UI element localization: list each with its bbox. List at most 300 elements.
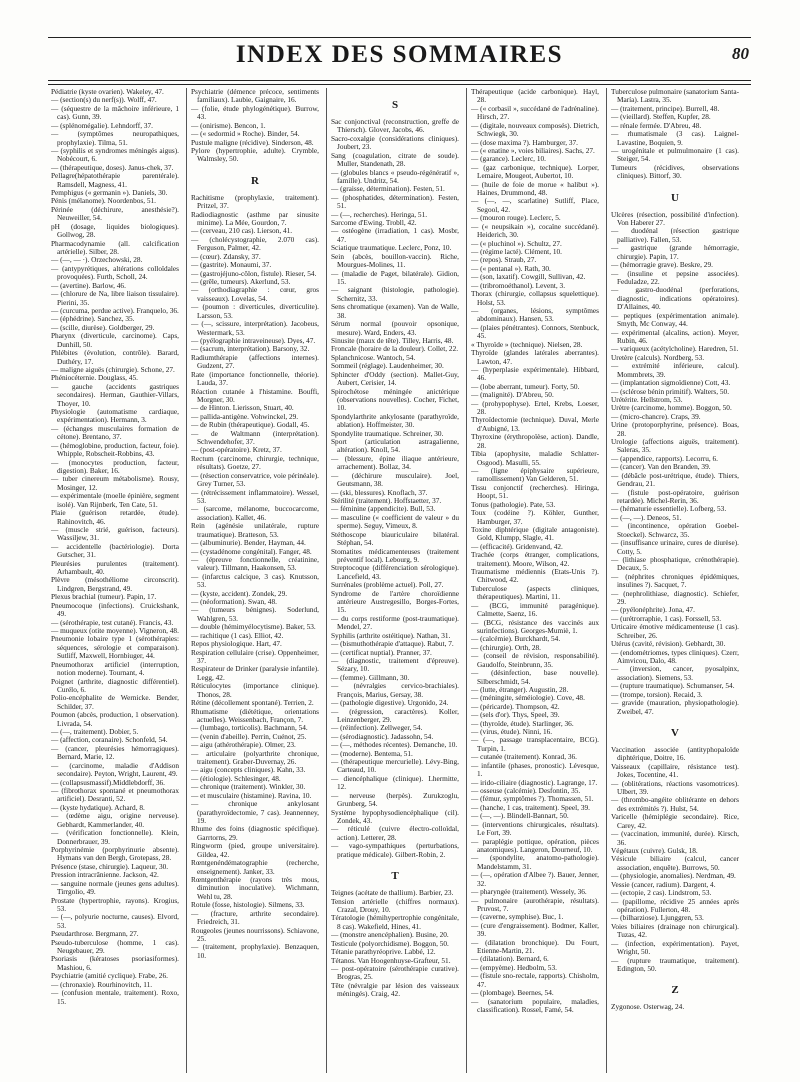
index-entry: Pemphigus (« germanin »). Daniels, 30.	[51, 188, 168, 198]
index-entry: — (diagnostic, traitement d'épreuve). Sézary, 10.	[331, 656, 459, 674]
index-entry: Tension artérielle (chiffres normaux). Crazal, Drouy, 10.	[331, 896, 459, 914]
index-entry: — (trompe, torsion). Recaid, 3.	[611, 689, 703, 699]
index-entry: — féminine (appendicite). Bull, 53.	[331, 504, 436, 514]
index-entry: — aigu (concepts cliniques). Kahn, 33.	[191, 765, 306, 775]
index-entry: — (gastrite). Monaumi, 37.	[191, 260, 272, 270]
section-letter: S	[391, 99, 399, 111]
index-entry: — (rupture traumatique). Schumanser, 54.	[611, 681, 735, 691]
index-entry: Thérapeutique (acide carbonique). Hayl, 28.	[471, 88, 599, 105]
index-entry: — (cure d'engraissement). Bodmer, Kaller, 39.	[471, 920, 599, 939]
index-entry: — (empyème). Hedbolm, 53.	[471, 962, 557, 972]
index-entry: — (cholécystographie, 2.070 cas). Ferguson, Palmer, 42.	[191, 234, 319, 253]
index-entry: Trachée (corps étranger, complications, traitement). Moore, Wilson, 42.	[471, 550, 599, 568]
index-entry: — ostéogène (irradiation, 1 cas). Mosbr, 47.	[331, 226, 459, 244]
index-entry: — (dose maxima ?). Hamburger, 37.	[471, 137, 578, 147]
index-entry: — (chronaxie). Rourhinovitch, 11.	[51, 979, 153, 989]
index-entry: Système hypophysodiencéphalique (cil). Zondek, 43.	[331, 807, 459, 826]
index-entry: Rein (agénésie unilatérale, rupture traumatique). Bratteson, 53.	[191, 521, 319, 539]
index-entry: Sommeil (réglage). Laudenheimer, 30.	[331, 361, 444, 371]
index-entry: — (muscle strié, guérison, facteurs). Wassiljew, 31.	[51, 524, 179, 543]
index-entry: — (sanatorium populaire, maladies, classification). Rossel, Famé, 54.	[471, 996, 599, 1014]
index-entry: — maligne aiguës (chirurgie). Schone, 27.	[51, 364, 175, 374]
index-entry: — chronique ankylosant (parathyroïdectomie, 7 cas). Jeannenney, 19.	[191, 799, 319, 826]
index-entry: — (débâcle post-urétrique, étude). Thiers, Gendrau, 21.	[611, 470, 739, 489]
index-entry: — (kyste hydatique). Achard, 8.	[51, 802, 145, 812]
index-entry: — (conseil de révision, responsabilité). Gaudolfo, Steinbrunn, 35.	[471, 651, 599, 669]
index-entry: — extrémité inférieure, calcul). Mommbrets, 39.	[611, 361, 739, 379]
index-entry: — double (hémimyélocytisme). Baker, 53.	[191, 622, 316, 632]
index-entry: — (lithiase phosphatique, crénothérapie). Decaux, 5.	[611, 554, 739, 573]
index-entry: Syndrome de l'artère choroïdienne antérieure Austregesillo, Borges-Fortes, 15.	[331, 588, 459, 615]
index-entry: — (hémorragie grave). Beskre, 29.	[611, 260, 713, 270]
index-entry: Tuberculose pulmonaire (sanatorium Santa-María). Lastra, 35.	[611, 88, 739, 105]
index-entry: — (bismuthothérapie d'attaque). Rabut, 7.	[331, 639, 454, 649]
index-entry: — (fistule post-opératoire, guérison retardée). Michel-Rerin, 36.	[611, 487, 739, 505]
index-entry: Sciatique traumatique. Leclerc, Ponz, 10.	[331, 243, 452, 253]
index-column-3	[331, 88, 459, 1073]
index-entry: Thorax (chirurgie, collapsus squelettique). Holst, 53.	[471, 289, 599, 307]
index-entry: Rachitisme (prophylaxie, traitement). Pritzel, 37.	[191, 192, 319, 211]
index-entry: — (hémoglobine, production, facteur, foie). Whipple, Robscheit-Robbins, 43.	[51, 440, 179, 459]
index-entry: — gastro-duodénal (perforations, diagnostic, indications opératoires). D'Allaines, 40.	[611, 285, 739, 312]
index-entry: — (tumeurs bénignes). Soderlund, Wahlgren, 53.	[191, 605, 319, 623]
index-entry: Urticaire émotive médicamenteuse (1 cas). Schreiber, 26.	[611, 622, 739, 640]
index-entry: — (infection, expérimentation). Payet, Wright, 50.	[611, 938, 739, 957]
index-entry: — (poumon : diverticules, diverticulite). Larsson, 53.	[191, 302, 319, 320]
index-entry: — accidentelle (bactériologie). Dorta Gutscher, 31.	[51, 541, 179, 560]
index-entry: Vessie (cancer, radium). Dargent, 4.	[611, 879, 716, 889]
index-entry: — (sels d'or). Thys, Speel, 39.	[471, 710, 560, 720]
index-entry: Vaisseaux (capillaire, résistance test). Jokes, Tocentine, 41.	[611, 761, 739, 780]
index-entry: Toux (codéine ?). Köhler, Gunther, Hamburger, 37.	[471, 508, 599, 526]
index-entry: — (éphédrine). Sanchez, 35.	[51, 314, 135, 324]
index-entry: — osseuse (calcémie). Desfontin, 35.	[471, 786, 581, 796]
index-entry: Sens chromatique (examen). Van de Walle, 38.	[331, 302, 459, 320]
index-entry: Pseudarthrose. Bergmann, 27.	[51, 929, 139, 939]
index-entry: Tête (névralgie par lésion des vaisseaux méningés). Craig, 42.	[331, 980, 459, 999]
index-entry: — (lumbago, torticolis). Bachmann, 54.	[191, 723, 308, 733]
index-entry: Splanchnicose. Wantoch, 54.	[331, 352, 416, 362]
index-entry: — (réinfection). Zellweger, 54.	[331, 723, 423, 733]
index-entry: — sanguine normale (jeunes gens adultes). Tirrgolio, 49.	[51, 878, 179, 897]
index-entry: — (thérapeutique, doses). Janus-chek, 37.	[51, 162, 174, 172]
index-entry: — (vieillard). Steffen, Kupfer, 28.	[611, 112, 711, 122]
index-entry: — (méningite, séméiologie). Cove, 48.	[471, 693, 585, 703]
index-entry: Pression intracrânienne. Jackson, 42.	[51, 870, 159, 880]
index-entry: Tibia (apophysite, maladie Schlatter-Osgood). Masulli, 55.	[471, 449, 599, 467]
index-entry: Poignet (arthrite, diagnostic différentiel). Curélo, 6.	[51, 676, 179, 694]
index-entry: — (« neupsikain »), cocaïne succédané). Heiderich, 30.	[471, 221, 599, 240]
section-letter: U	[671, 191, 679, 204]
index-entry: — (désinfection, base nouvelle). Silberschmidt, 54.	[471, 668, 599, 686]
index-entry: — (malignité). D'Abreu, 50.	[471, 390, 554, 400]
index-entry: — (néphrites chroniques épidémiques, insulines ?). Sacquet, 7.	[611, 571, 739, 590]
index-entry: Réaction cutanée à l'histamine. Bouffi, Morgner, 30.	[191, 386, 319, 404]
index-entry: — (maladie de Paget, bilatérale). Gidion, 15.	[331, 268, 459, 287]
index-entry: — diencéphalique (clinique). Lhermitte, 12.	[331, 773, 459, 792]
section-letter: V	[671, 726, 679, 739]
index-entry: Rhumatisme (diététique, orientations actuelles). Weissenbach, Françon, 7.	[191, 706, 319, 724]
index-entry: Sac conjonctival (reconstruction, greffe de Thiersch). Glover, Jacobs, 46.	[331, 117, 459, 135]
index-entry: — (rétrécissement inflammatoire). Wessel, 53.	[191, 487, 319, 505]
index-entry: — pallida-antigène. Vohwinckel, 29.	[191, 411, 299, 421]
index-entry: — post-opératoire (sérothérapie curative). Brogras, 25.	[331, 963, 459, 982]
index-entry: — (péricarde). Thompson, 42.	[471, 701, 560, 711]
index-entry: — cutanée (traitement). Konrad, 36.	[471, 752, 577, 762]
index-entry: — (bilharziose). Ljunggren, 53.	[611, 913, 704, 923]
index-entry: — (syphilis et syndromes méningés aigus). Nobécourt, 6.	[51, 145, 179, 164]
index-entry: Rougeoles (jeunes nourrissons). Schiavone, 25.	[191, 925, 319, 943]
index-entry: « Thyroïde » (technique). Nielsen, 28.	[471, 339, 583, 349]
index-entry: — nerveuse (herpès). Zurukzoglu, Grunberg, 54.	[331, 790, 459, 809]
index-entry: Pneumonie lobaire type 1 (sérothérapies: séquences, sérologie et comparaison). Sutliff, Maxwell, Hornbiuger, 44.	[51, 634, 179, 661]
index-entry: Psychiatrie (démence précoce, sentiments familiaux). Laubie, Gaignaire, 16.	[191, 88, 319, 105]
index-entry: — (épreuve fonctionnelle, créatinine, valeur). Tillmann, Haakonsen, 53.	[191, 554, 319, 573]
index-column-5	[611, 88, 739, 1073]
index-entry: — (hanche, 1 cas, traitement). Speel, 39.	[471, 802, 590, 812]
index-entry: Poumon (abcès, production, 1 observation). Livrada, 54.	[51, 710, 179, 728]
index-entry: Tétanos. Van Hoogenhuyse-Grafteur, 51.	[331, 955, 451, 965]
index-entry: — (globules blancs « pseudo-régénératif », famille). Undritz, 54.	[331, 167, 459, 185]
index-entry: — (hématurie essentielle). Lofberg, 53.	[611, 504, 727, 514]
index-entry: — rhumatismale (3 cas). Laignel-Lavastine, Boquien, 9.	[611, 129, 739, 147]
index-entry: — (inversion, cancer, pyosalpinx, association). Siemens, 53.	[611, 664, 739, 682]
index-entry: — aigu (athérothérapie). Olmer, 23.	[191, 740, 296, 750]
index-entry: Sein (abcès, bouillon-vaccin). Riche, Mourgues-Molines, 11.	[331, 251, 459, 270]
index-entry: Sphincter d'Oddy (section). Mallet-Guy, Aubert, Cerisier, 14.	[331, 369, 459, 388]
index-entry: — (tribromoéthanol). Levent, 3.	[471, 280, 566, 290]
index-entry: Teignes (acétate de thallium). Barbier, 23.	[331, 888, 454, 898]
section-letter: T	[391, 870, 399, 883]
index-entry: — de Hinton. Lierisson, Stuart, 40.	[191, 403, 294, 413]
index-entry: — (monstre anencéphalien). Busine, 20.	[331, 930, 449, 940]
index-entry: Surrénales (problème actuel). Poll, 27.	[331, 580, 444, 590]
index-entry: — (virus, étude). Ninni, 16.	[471, 727, 553, 737]
index-entry: — (insuline et pepsine associées). Feduladze, 22.	[611, 268, 739, 287]
page-title: INDEX DES SOMMAIRES	[235, 41, 564, 68]
index-entry: Varicelle (hémiplégie secondaire). Rice, Carey, 42.	[611, 812, 739, 830]
index-entry: — (incontinence, opération Goebel-Stoeckel). Schwarcz, 35.	[611, 521, 739, 539]
index-entry: — saignant (histologie, pathologie). Schernitz, 33.	[331, 285, 459, 303]
index-entry: Stérilité (traitement). Hoffstaetter, 37.	[331, 495, 442, 505]
index-entry: — (thrombo-angéite oblitérante en dehors des extrémités ?). Hulst, 54.	[611, 795, 739, 813]
index-entry: Pseudo-tuberculose (homme, 1 cas). Neugebauer, 29.	[51, 937, 179, 956]
index-entry: Urétérite. Hellstrom, 53.	[611, 394, 683, 404]
index-entry: — (sérothérapie, test cutané). Francis, 43.	[51, 617, 174, 627]
index-entry: Pneumothorax artificiel (interruption, notion moderne). Tournant, 4.	[51, 659, 179, 678]
index-entry: — (—, —). Deneos, 51.	[611, 512, 682, 522]
index-entry: Tumeurs (récidives, observations cliniques). Bittorf, 30.	[611, 162, 739, 181]
index-entry: Phlébites (évolution, contrôle). Barard, Duthéry, 17.	[51, 348, 179, 366]
index-entry: — (séquestre de la mâchoire inférieure, 1 cas). Gunn, 39.	[51, 103, 179, 122]
index-entry: Sang (coagulation, citrate de soude). Muller, Standenath, 28.	[331, 150, 459, 169]
index-entry: — (—, scissure, interprétation). Jacobeus, Westermark, 53.	[191, 319, 319, 337]
index-entry: — (néoformation). Swan, 48.	[191, 597, 277, 607]
index-entry: — (lobe aberrant, tumeur). Forty, 50.	[471, 381, 580, 391]
column-divider	[606, 88, 607, 1073]
index-entry: Spirochétose méningée anictérique (observations nouvelles). Cocher, Fichet, 10.	[331, 386, 459, 413]
index-entry: Tonus (pathologie). Pate, 53.	[471, 499, 556, 509]
section-letter: Z	[671, 984, 679, 997]
index-entry: — (gaz carbonique, technique). Lorper, Lemaire, Mougeot, Aubertot, 10.	[471, 162, 599, 181]
index-entry: — de Rubin (thérapeutique). Godall, 45.	[191, 420, 310, 430]
top-rule	[48, 37, 751, 38]
index-entry: — (phosphatides, détermination). Festen, 51.	[331, 192, 459, 211]
index-entry: — du corps restiforme (post-traumatique). Mendel, 27.	[331, 613, 459, 632]
index-entry: — (cœur). Zdansky, 37.	[191, 251, 261, 261]
index-entry: Pédiatrie (kyste ovarien). Wakeley, 47.	[51, 88, 164, 96]
index-entry: Ulcères (résection, possibilité d'infection). Von Haberer 27.	[611, 209, 739, 228]
index-entry: — (venin d'abeille). Perrin, Cuénot, 25.	[191, 731, 307, 741]
index-entry: — (spondylite, anatomo-pathologie). Mandelstamm, 31.	[471, 853, 599, 871]
index-entry: Présence (stase, chirurgie). Laqueur, 30.	[51, 861, 169, 871]
index-entry: — variqueux (acétylcholine). Haredren, 51.	[611, 344, 739, 354]
page-number: 80	[732, 44, 749, 63]
index-entry: — (femme). Gillmann, 30.	[331, 672, 410, 682]
index-entry: — (kyste, accident). Zondek, 29.	[191, 588, 288, 598]
index-entry: Sacro-coxalgie (considérations cliniques). Joubert, 23.	[331, 133, 459, 152]
index-entry: — (symptômes neuropathiques, prophylaxie). Tilma, 51.	[51, 129, 179, 147]
index-entry: — (caverne, symphise). Buc, 1.	[471, 912, 564, 922]
index-entry: Sérum normal (pouvoir opsonique, mesure). Ward, Enders, 43.	[331, 319, 459, 337]
index-entry: — (cystadénome congénital). Fanger, 48.	[191, 546, 312, 556]
index-entry: Froncale (horaire de la douleur). Collet, 22.	[331, 344, 459, 354]
index-entry: — (oblitérations, réactions vasomotrices). Ulbert, 39.	[611, 778, 739, 797]
index-entry: — (monocytes production, facteur, digestion). Baker, 16.	[51, 457, 179, 475]
index-entry: Pellagre(hépatothérapie parentérale). Ramsdell, Magness, 41.	[51, 171, 179, 189]
index-entry: — (pyélographie intraveineuse). Dyes, 47.	[191, 335, 316, 345]
index-entry: — (plaies pénétrantes). Connors, Stenbuck, 45.	[471, 322, 599, 341]
index-entry: — (sacrum, interprétation). Barsony, 32.	[191, 344, 310, 354]
index-entry: — (micro-chancre). Craps, 39.	[611, 411, 701, 421]
index-entry: — (endométriomes, types cliniques). Czerr, Aimvicou, Dalo, 48.	[611, 647, 739, 665]
index-entry: Pharynx (diverticule, carcinome). Caps, Dunhill, 50.	[51, 331, 179, 349]
index-entry: — (régression, caractères). Koller, Leinzenberger, 29.	[331, 706, 459, 724]
index-entry: Stéthoscope biauriculaire bilatéral. Stéphan, 54.	[331, 529, 459, 548]
index-entry: Rotule (fosse, histologie). Silmens, 33.	[191, 900, 305, 910]
index-entry: — (vaccination, immunité, durée). Kirsch, 36.	[611, 829, 739, 847]
index-entry: — (BCG, résistance des vaccinés aux surinfections). Georges-Mumiè, 1.	[471, 617, 599, 635]
index-entry: — (BCG, immunité paragénique). Calmette, Saenz, 16.	[471, 600, 599, 619]
index-entry: — (implantation sigmoïdienne) Cott, 43.	[611, 378, 731, 388]
index-entry: — (repos). Straub, 27.	[471, 255, 537, 265]
index-entry: — et musculaire (histamine). Ravina, 10.	[191, 790, 312, 800]
index-entry: — (cerveau, 210 cas). Lierson, 41.	[191, 226, 293, 236]
index-entry: — (moderne). Bentema, 51.	[331, 748, 413, 758]
index-entry: — rachitique (1 cas). Elliot, 42.	[191, 630, 284, 640]
index-entry: Radiodiagnostic (asthme par sinusite minime). La Mée, Gourdon, 7.	[191, 209, 319, 228]
index-entry: Pneumocoque (infections). Cruickshank, 49.	[51, 600, 179, 619]
index-entry: — (sclérose bénin primitif). Walters, 50.	[611, 386, 730, 396]
index-entry: — (ligne épiphysaire supérieure, ramollissement) Van Gelderen, 51.	[471, 465, 599, 484]
index-entry: — (albuminurie). Bender, Hayman, 44.	[191, 538, 306, 548]
index-entry: Spondylite traumatique. Schreiner, 30.	[331, 428, 444, 438]
index-entry: Tétanie parathyréoprive. Labbé, 12.	[331, 947, 436, 957]
index-entry: — irido-ciliaire (diagnostic). Lagrange, 17.	[471, 777, 598, 787]
index-entry: — (thérapeutique mercurielle). Lévy-Bing, Carteaud, 10.	[331, 757, 459, 775]
index-entry: — (sarcome, mélanome, buccocarcome, association). Kallet, 46.	[191, 504, 319, 522]
index-entry: Thyroïde (glandes latérales aberrantes). Lawton, 47.	[471, 348, 599, 366]
index-entry: Urine (protoporphyrine, présence). Boas, 28.	[611, 420, 739, 438]
index-entry: Plèvre (mésothéliome circonscrit). Lindgren, Bergstrand, 49.	[51, 575, 179, 593]
index-entry: Voies biliaires (drainage non chirurgical). Tuzas, 42.	[611, 921, 739, 940]
index-entry: Périnée (déchirure, anesthésie?). Neuweiller, 54.	[51, 204, 179, 223]
index-entry: — (« pentanal »). Rath, 30.	[471, 263, 551, 273]
index-entry: — (graisse, détermination). Festen, 51.	[331, 184, 445, 194]
index-entry: — (échanges musculaires formation de cétone). Brentano, 37.	[51, 423, 179, 442]
index-entry: Tissu conjonctif (recherches). Hiringa, Hoopt, 51.	[471, 482, 599, 501]
index-entry: — (étiologie). Schlesinger, 48.	[191, 773, 281, 783]
index-entry: — (avertine). Barlow, 46.	[51, 280, 126, 290]
index-entry: — (insuffisance urinaire, cures de diurèse). Cotty, 5.	[611, 538, 739, 556]
index-entry: — (onirisme). Bencon, 1.	[191, 120, 266, 130]
index-entry: Physiologie (automatisme cardiaque, expérimentation). Hermann, 3.	[51, 407, 179, 425]
index-entry: — (vérification fonctionnelle). Klein, Donnerbrauer, 39.	[51, 828, 179, 846]
index-entry: Pustule maligne (récidive). Sinderson, 48.	[191, 137, 314, 147]
index-entry: Syphilis (arthrite ostéitique). Nathan, 31.	[331, 630, 451, 640]
index-entry: Thyroxine (érythropoïèse, action). Dandle, 28.	[471, 432, 599, 450]
index-entry: — expérimental (alcalins, action). Meyer, Rubin, 46.	[611, 327, 739, 345]
index-entry: — (sérodiagnostic). Jadassohn, 54.	[331, 731, 434, 741]
index-entry: Végétaux (cuivre). Gulsk, 18.	[611, 846, 698, 856]
index-entry: — (dilatation). Bernard, 6.	[471, 954, 549, 964]
index-entry: — (fracture, arthrite secondaire). Friedreich, 31.	[191, 908, 319, 927]
index-entry: Utérus (cavité, révision). Gebhardt, 30.	[611, 639, 726, 649]
index-entry: — (pathologie digestive). Urgonido, 24.	[331, 698, 449, 708]
index-entry: — (urétrorraphie, 1 cas). Forssell, 53.	[611, 613, 722, 623]
index-entry: Vésicule biliaire (calcul, cancer association, enquête). Burrows, 50.	[611, 854, 739, 872]
column-divider	[466, 88, 467, 1073]
index-entry: Réticulocytes (importance clinique). Thonos, 28.	[191, 681, 319, 699]
index-entry: pH (dosage, liquides biologiques). Gollwog, 28.	[51, 221, 179, 240]
index-entry: — (collapsusmassif).Middlebdorff, 36.	[51, 777, 165, 787]
index-entry: — (antypyrétiques, altérations colloïdales provoquées). Furth, Scholl, 24.	[51, 263, 179, 282]
index-entry: Radiumthérapie (affections internes). Gudzent, 27.	[191, 352, 319, 371]
index-entry: — (papillome, récidive 25 années après opération). Fullerton, 48.	[611, 896, 739, 914]
index-entry: Pylore (hypertrophie, adulte). Crymble, Walmsley, 50.	[191, 145, 319, 164]
index-entry: — (nephrolithiase, diagnostic). Schiefer, 29.	[611, 588, 739, 607]
index-entry: Toxine diphtérique (digitale antagoniste). Gold, Klumpp, Slagle, 41.	[471, 524, 599, 543]
index-entry: — (traitement, prophylaxie). Benzaquen, 10.	[191, 942, 319, 960]
index-entry: Rectum (carcinome, chirurgie, technique, résultats). Goetze, 27.	[191, 453, 319, 472]
index-entry: — chronique (traitement). Winkler, 30.	[191, 782, 306, 792]
index-entry: — (prohypophyse). Ertel, Krebs, Loeser, 28.	[471, 398, 599, 417]
index-entry: — (ski, blessures). Knoflach, 37.	[331, 487, 428, 497]
index-entry: — (orthodiagraphie : cœur, gros vaisseaux). Lovelas, 54.	[191, 285, 319, 303]
index-column-4	[471, 88, 599, 1073]
index-entry: Testicule (polyorchidisme). Boggon, 50.	[331, 938, 449, 948]
index-entry: — (—, —). Blindell-Bannart, 50.	[471, 811, 569, 821]
index-entry: — (—, passage transplacentaire, BCG). Turpin, 1.	[471, 735, 599, 753]
index-entry: — tuber cinereum métabolisme). Rousy, Mosinger, 12.	[51, 474, 179, 492]
index-entry: Plexus brachial (tumeur). Papin, 17.	[51, 592, 157, 602]
index-entry: — (curcuma, perdue active). Franquelo, 36.	[51, 305, 179, 315]
index-entry: — (—, — ·). Orzechowski, 28.	[51, 255, 143, 265]
index-entry: — expérimentale (moelle épinière, segment isolé). Van Rijnberk, Ten Cate, 51.	[51, 491, 179, 509]
index-entry: — (fémur, symptômes ?). Thomassen, 51.	[471, 794, 594, 804]
index-entry: — rénale fermée. D'Abreu, 48.	[611, 120, 702, 130]
index-entry: Sarcome d'Ewing. Trobll, 42.	[331, 218, 417, 228]
index-entry: — (pyélonéphrite). Jona, 47.	[611, 605, 695, 615]
index-entry: Urètre (carcinome, homme). Boggon, 50.	[611, 403, 732, 413]
index-entry: — (folie, étude phylogénétique). Burrow, 43.	[191, 103, 319, 122]
index-entry: — (appendice, rapports). Lecorru, 6.	[611, 453, 718, 463]
index-entry: — duodénal (résection gastrique palliative). Fallen, 53.	[611, 226, 739, 244]
column-divider	[326, 88, 327, 1073]
index-entry: Tuberculose (aspects cliniques, thérapeutiques). Martini, 11.	[471, 583, 599, 602]
index-entry: Polio-encéphalite de Wernicke. Bender, Schilder, 37.	[51, 693, 179, 711]
index-entry: — (thyroïde, étude). Starlinger, 36.	[471, 718, 574, 728]
index-entry: — (« sedormid » Roche). Binder, 54.	[191, 129, 300, 139]
index-entry: — (blessure, épine iliaque antérieure, arrachement). Bollaz, 34.	[331, 453, 459, 472]
index-entry: — gauche (accidents gastriques secondaires). Herman, Gauthier-Villars, Thoyer, 10.	[51, 381, 179, 408]
index-entry: — (mouron rouge). Leclerc, 5.	[471, 213, 561, 223]
index-entry: Psychiatrie (amitié cyclique). Frabe, 26.	[51, 971, 168, 981]
index-entry: Rœntgenthérapie (rayons très mous, diminution inoculative). Wichmann, Wehl tu, 28.	[191, 874, 319, 901]
index-entry: — (grêle, tumeurs). Akerlund, 53.	[191, 277, 291, 287]
index-entry: Urologie (affections aiguës, traitement). Saleras, 35.	[611, 437, 739, 455]
index-entry: Ringworm (pied, groupe universitaire). Gildea, 42.	[191, 841, 319, 859]
index-entry: Tératologie (hémihypertrophie congénitale, 8 cas). Wakefield, Hines, 41.	[331, 913, 459, 931]
index-entry: Stomatites médicamenteuses (traitement préventif local). Lebourg, 9.	[331, 546, 459, 564]
index-entry: — (lutte, étranger). Augustin, 28.	[471, 684, 569, 694]
index-entry: — (affection, coranaire). Schonfeld, 54.	[51, 735, 168, 745]
index-entry: — (garance). Leclerc, 10.	[471, 154, 546, 164]
header-double-rule	[48, 80, 751, 85]
section-letter: R	[251, 174, 259, 187]
index-entry: Rétine (décollement spontané). Terrien, 2.	[191, 698, 314, 708]
index-entry: Phéniocéternie. Douglass, 45.	[51, 373, 138, 383]
index-entry: Zygonose. Osterwag, 24.	[611, 1002, 685, 1012]
index-entry: — (huile de foie de morue « halibut »). Haines, Drummond, 48.	[471, 179, 599, 198]
index-entry: — infantile (phases, pronostic). Lévesque, 1.	[471, 760, 599, 779]
index-entry: Respiration cellulaire (crise). Oppenheimer, 37.	[191, 647, 319, 665]
index-entry: — (son, laxatif). Cowgill, Sullivan, 42.	[471, 272, 586, 282]
index-entry: — (infarctus calcique, 3 cas). Knutsson, 53.	[191, 571, 319, 590]
page-header	[48, 41, 751, 75]
index-entry: Porphyrinémie (porphyrinurie absente). Hymans van den Bergh, Grotepass, 28.	[51, 844, 179, 863]
index-entry: — (dilatation bronchique). Du Fourt, Etienne-Martin, 21.	[471, 937, 599, 956]
index-entry: — (chirurgie). Orth, 28.	[471, 642, 541, 652]
index-entry: Repos physiologique. Hart, 47.	[191, 639, 282, 649]
index-entry: Uretère (calculs). Nordberg, 53.	[611, 352, 705, 362]
index-entry: — (ectopie, 2 cas). Lindstrom, 53.	[611, 888, 712, 898]
index-entry: — (digitale, nouveaux composés). Dietrich, Schwiegk, 30.	[471, 120, 599, 139]
column-divider	[186, 88, 187, 1073]
index-entry: — peptiques (expérimentation animale). Smyth, Mc Conway, 44.	[611, 310, 739, 329]
index-entry: Pharmacodynamie (all. calcification artérielle). Silber, 28.	[51, 238, 179, 257]
index-entry: — (chlorure de Na, libre liaison tissulaire). Pierini, 35.	[51, 289, 179, 307]
index-entry: — (traitement, principe). Burrell, 48.	[611, 103, 720, 113]
index-entry: — (physiologie, anomalies). Nerdman, 49.	[611, 871, 736, 881]
index-entry: — masculine (« coefficient de valeur » du sperme). Seguy, Vimeux, 8.	[331, 512, 459, 531]
index-entry: Spondylarthrite ankylosante (parathyroïde, ablation). Hoffmeister, 30.	[331, 411, 459, 430]
index-entry: — (hyperplasie expérimentale). Hibbard, 46.	[471, 364, 599, 383]
index-entry: — (œdème aigu, origine nerveuse). Gebhardt, Kammerlander, 40.	[51, 811, 179, 829]
index-entry: Rate (importance fonctionnelle, théorie). Lauda, 37.	[191, 369, 319, 388]
index-entry: Sport (articulation astragalienne, altération). Knoll, 54.	[331, 437, 459, 455]
index-entry: — (« pluchinol »). Schultz, 27.	[471, 238, 562, 248]
index-entry: Streptocoque (différenciation sérologique). Lancefield, 43.	[331, 563, 459, 581]
index-entry: — (rupture traumatique, traitement). Edington, 50.	[611, 955, 739, 973]
index-entry: — (calcémie). Burckhardt, 54.	[471, 634, 561, 644]
index-entry: — (—, opération d'Albee ?). Bauer, Jenner, 32.	[471, 870, 599, 888]
index-entry: Plaie (guérison retardée, étude). Rahinovitch, 46.	[51, 508, 179, 526]
index-entry: — (—, traitement). Dobier, 5.	[51, 727, 139, 737]
index-entry: — (gastrojéjuno-côlon, fistule). Rieser, 54.	[191, 268, 317, 278]
index-entry: — (certificat nuptial). Pranner, 37.	[331, 647, 432, 657]
index-entry: Rœntgenéndématographie (recherche, enseignement). Janker, 33.	[191, 858, 319, 876]
